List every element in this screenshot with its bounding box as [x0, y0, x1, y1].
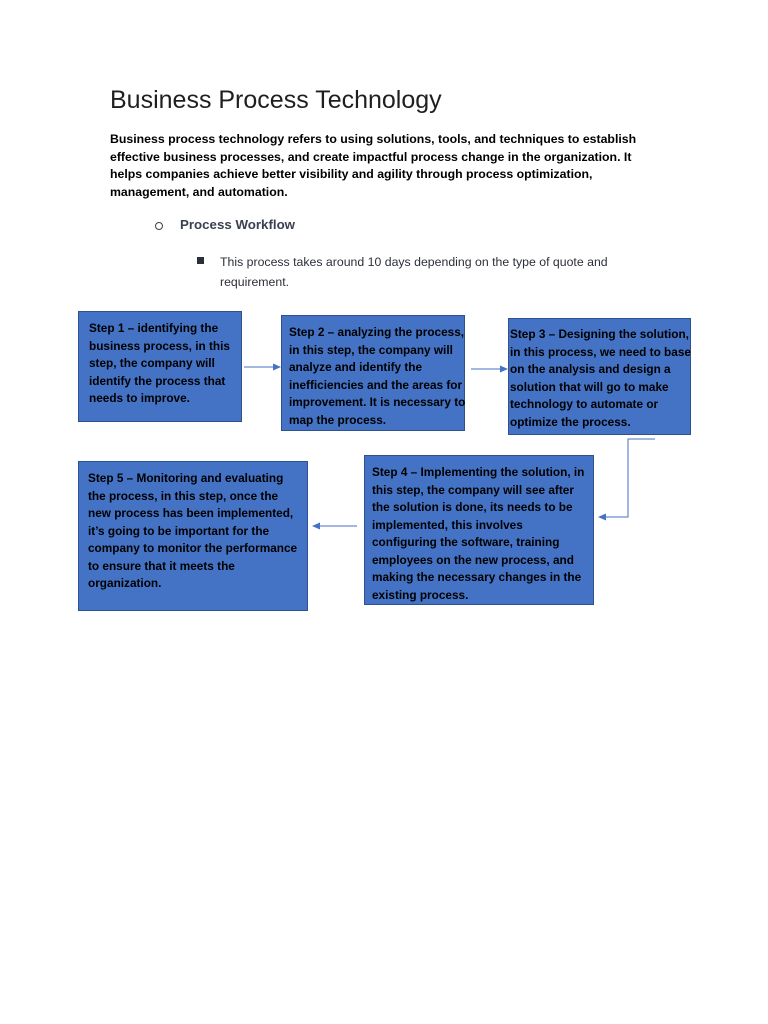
- step-4-box: [364, 455, 594, 605]
- step-1-text: Step 1 – identifying the business process, in this step, the company will identify the process that needs to improve.: [89, 321, 230, 405]
- document-title: Business Process Technology: [110, 86, 442, 114]
- step-3-text: Step 3 – Designing the solution, in this process, we need to base on the analysis and design a solution that will go to make technology to automate or optimize the process.: [510, 327, 691, 429]
- step-2-text: Step 2 – analyzing the process, in this step, the company will analyze and identify the inefficiencies and the areas for improvement. It is necessary to map the process.: [289, 325, 466, 427]
- step-5-box: [78, 461, 308, 611]
- step-4-text: Step 4 – Implementing the solution, in this step, the company will see after the solution is done, its needs to be implemented, this involves configuring the software, training employees on the new process, and making the necessary changes in the existing process.: [372, 465, 585, 602]
- hollow-circle-bullet-icon: [154, 221, 164, 231]
- process-workflow-heading: Process Workflow: [180, 217, 296, 232]
- step-5-text: Step 5 – Monitoring and evaluating the process, in this step, once the new process has been implemented, it’s going to be important for the company to monitor the performance to ensure that it meets the organization.: [88, 471, 298, 590]
- intro-paragraph: Business process technology refers to using solutions, tools, and techniques to establish effective business processes, and create impactful process change in the organization. It helps companies achieve better visibility and agility through process optimization, management, and automation.: [110, 132, 637, 200]
- step-1-box: [78, 311, 242, 422]
- step-2-box: [281, 315, 465, 431]
- square-bullet-icon: [197, 257, 204, 264]
- workflow-duration-note: This process takes around 10 days depending on the type of quote and requirement.: [220, 255, 608, 289]
- arrow-step3-to-step4: [599, 439, 655, 517]
- step-3-box: [508, 318, 691, 435]
